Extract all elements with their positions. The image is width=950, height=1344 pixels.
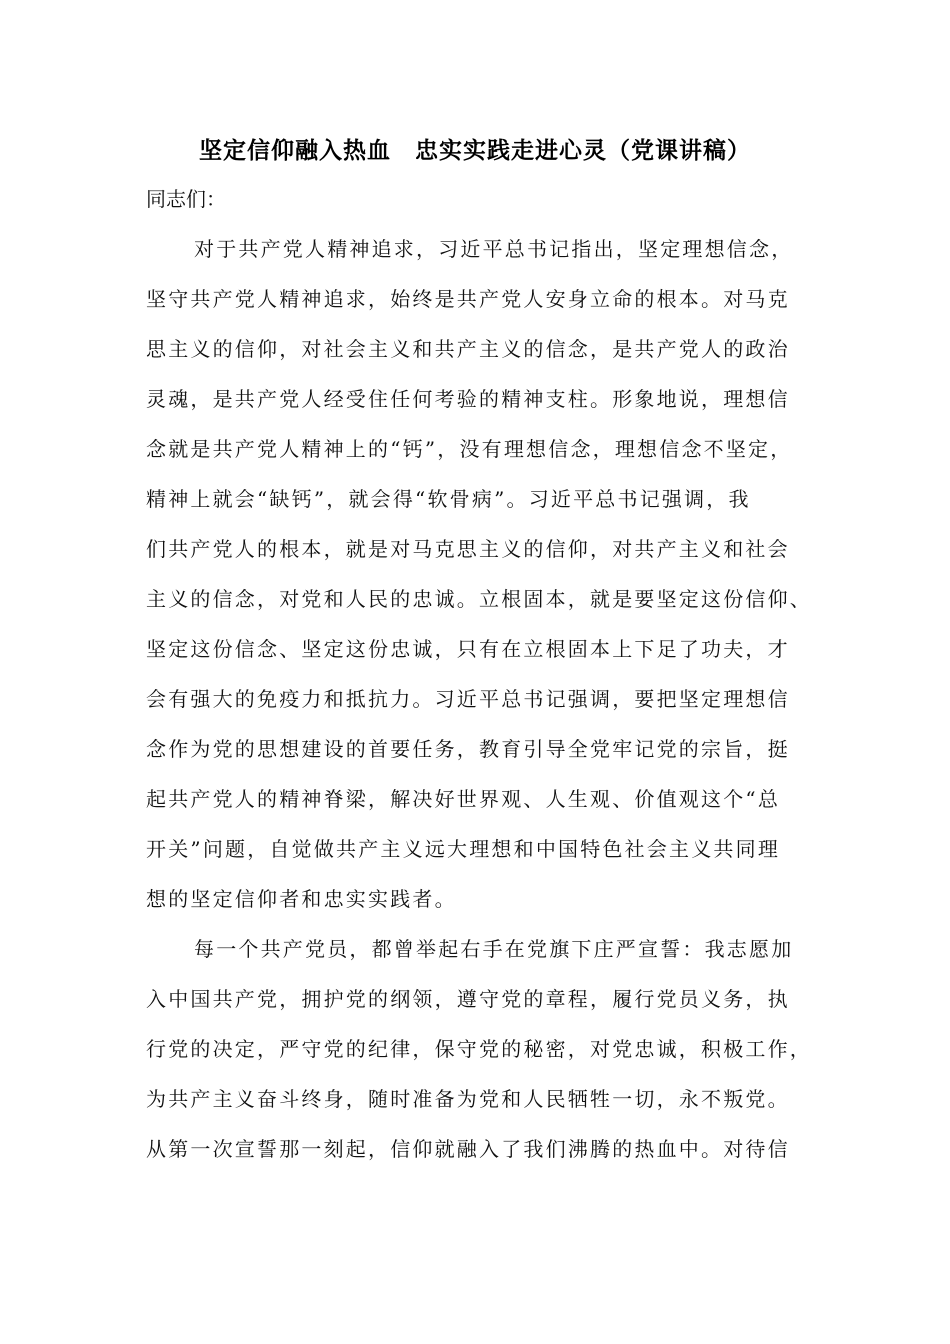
paragraph-line: 念就是共产党人精神上的“钙”，没有理想信念，理想信念不坚定， — [146, 437, 793, 461]
salutation: 同志们： — [146, 187, 226, 211]
paragraph-line: 念作为党的思想建设的首要任务，教育引导全党牢记党的宗旨，挺 — [146, 737, 790, 761]
paragraph-line: 为共产主义奋斗终身，随时准备为党和人民牺牲一切，永不叛党。 — [146, 1087, 790, 1111]
paragraph-line: 坚定这份信念、坚定这份忠诚，只有在立根固本上下足了功夫，才 — [146, 637, 790, 661]
paragraph-line: 想的坚定信仰者和忠实实践者。 — [146, 887, 457, 911]
paragraph-line: 入中国共产党，拥护党的纲领，遵守党的章程，履行党员义务，执 — [146, 987, 790, 1011]
paragraph-line: 思主义的信仰，对社会主义和共产主义的信念，是共产党人的政治 — [146, 337, 790, 361]
paragraph-line: 会有强大的免疫力和抵抗力。习近平总书记强调，要把坚定理想信 — [146, 687, 790, 711]
paragraph-line: 起共产党人的精神脊梁，解决好世界观、人生观、价值观这个“总 — [146, 787, 781, 811]
document-title: 坚定信仰融入热血 忠实实践走进心灵（党课讲稿） — [199, 137, 751, 164]
paragraph-line: 们共产党人的根本，就是对马克思主义的信仰，对共产主义和社会 — [146, 537, 790, 561]
paragraph-line: 开关”问题，自觉做共产主义远大理想和中国特色社会主义共同理 — [146, 837, 781, 861]
paragraph-line: 坚守共产党人精神追求，始终是共产党人安身立命的根本。对马克 — [146, 287, 790, 311]
paragraph-line: 行党的决定，严守党的纪律，保守党的秘密，对党忠诚，积极工作， — [146, 1037, 812, 1061]
paragraph-line: 主义的信念，对党和人民的忠诚。立根固本，就是要坚定这份信仰、 — [146, 587, 812, 611]
paragraph-line: 灵魂，是共产党人经受住任何考验的精神支柱。形象地说，理想信 — [146, 387, 790, 411]
paragraph-line: 每一个共产党员，都曾举起右手在党旗下庄严宣誓：我志愿加 — [194, 937, 794, 961]
paragraph-line: 精神上就会“缺钙”，就会得“软骨病”。习近平总书记强调，我 — [146, 487, 751, 511]
paragraph-line: 对于共产党人精神追求，习近平总书记指出，坚定理想信念， — [194, 237, 794, 261]
paragraph-line: 从第一次宣誓那一刻起，信仰就融入了我们沸腾的热血中。对待信 — [146, 1137, 790, 1161]
